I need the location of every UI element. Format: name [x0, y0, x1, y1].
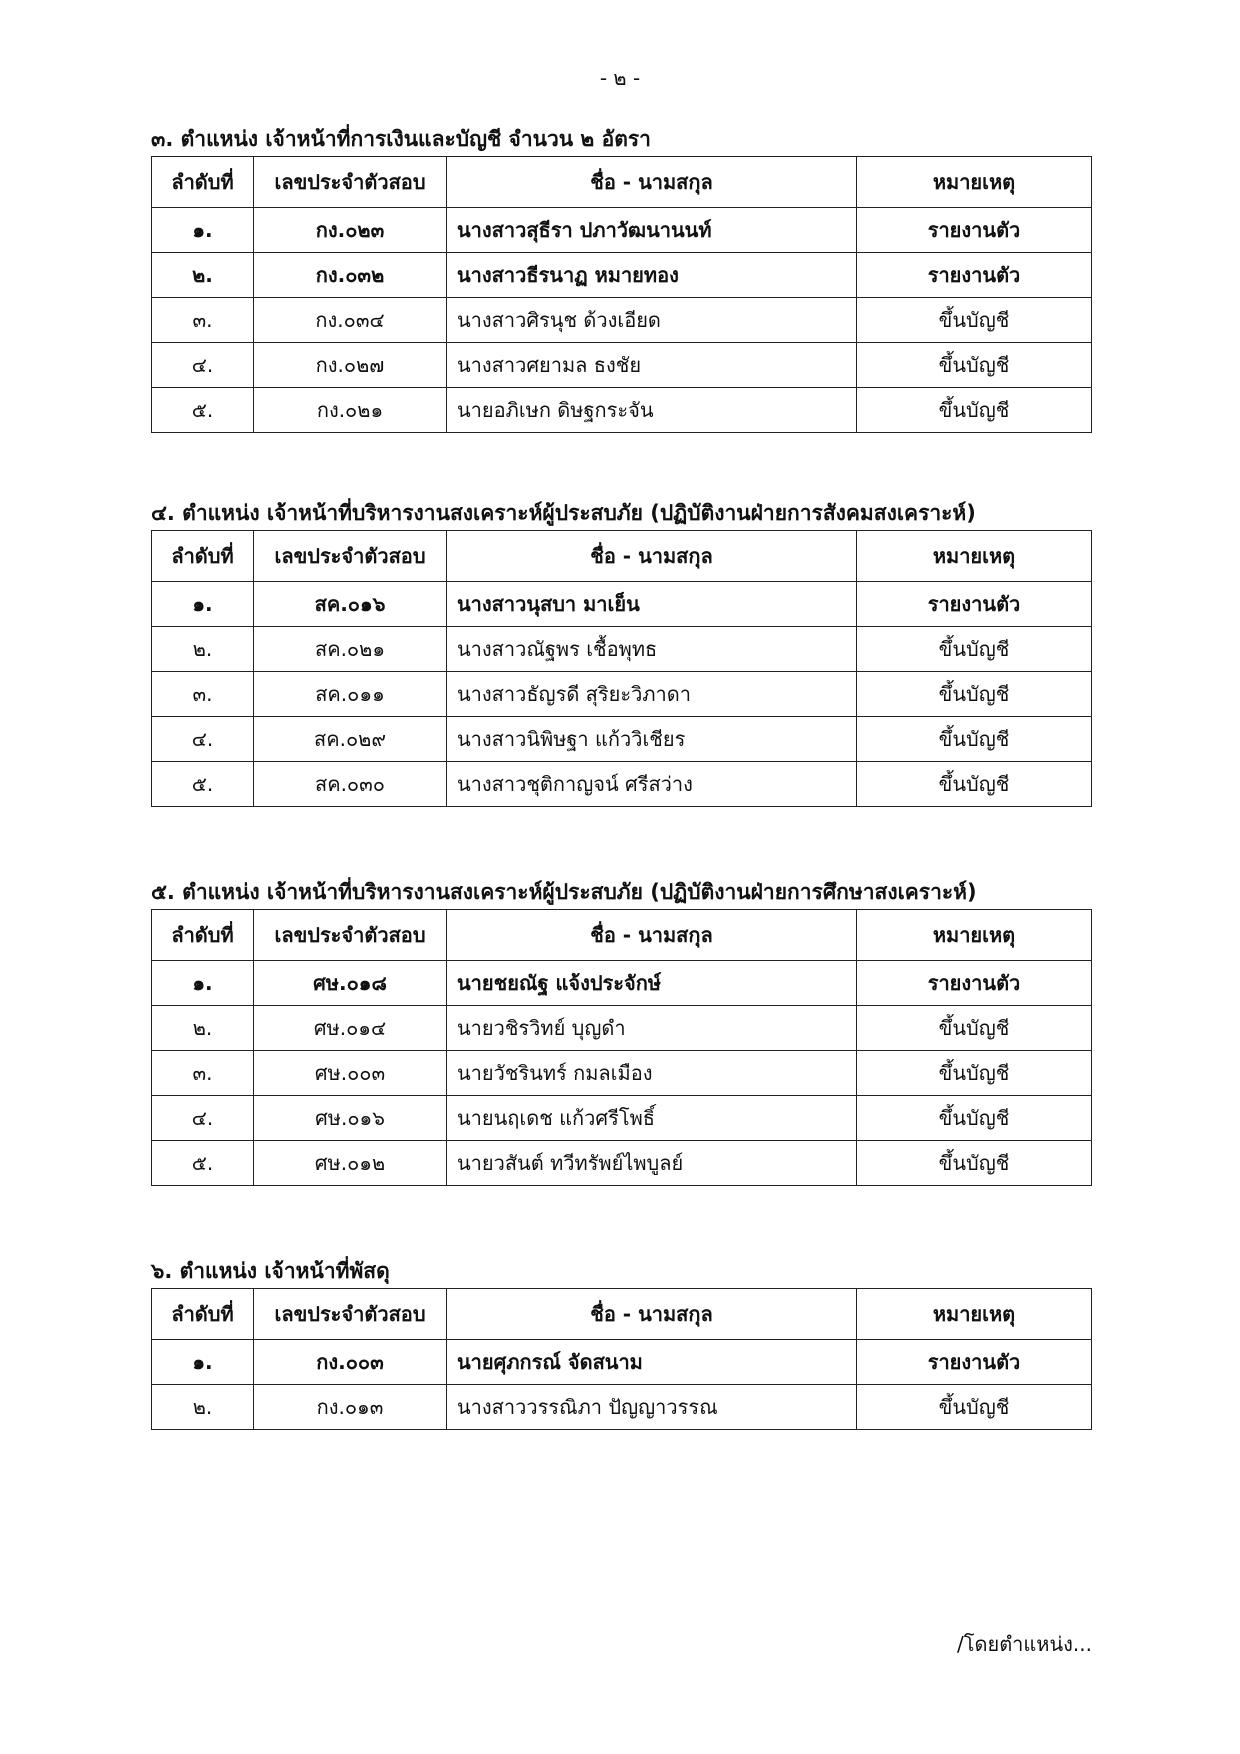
table-row — [152, 762, 1092, 807]
cell-remark: รายงานตัว — [857, 208, 1092, 253]
cell-name: นางสาวธัญรดี สุริยะวิภาดา — [447, 672, 857, 717]
candidate-table — [151, 156, 1092, 433]
cell-exam-id: สค.๐๑๖ — [254, 582, 447, 627]
cell-order: ๓. — [152, 1051, 254, 1096]
header-remark: หมายเหตุ — [857, 157, 1092, 208]
table-row — [152, 1141, 1092, 1186]
cell-order: ๑. — [152, 582, 254, 627]
header-order: ลำดับที่ — [152, 157, 254, 208]
candidate-table — [151, 909, 1092, 1186]
header-name: ชื่อ - นามสกุล — [447, 157, 857, 208]
candidate-table — [151, 1288, 1092, 1430]
cell-remark: ขึ้นบัญชี — [857, 672, 1092, 717]
cell-name: นายศุภกรณ์ จัดสนาม — [447, 1340, 857, 1385]
cell-name: นางสาวชุติกาญจน์ ศรีสว่าง — [447, 762, 857, 807]
cell-remark: รายงานตัว — [857, 1340, 1092, 1385]
header-remark: หมายเหตุ — [857, 1289, 1092, 1340]
cell-name: นายวชิรวิทย์ บุญดำ — [447, 1006, 857, 1051]
table-row — [152, 672, 1092, 717]
cell-name: นางสาวธีรนาฏ หมายทอง — [447, 253, 857, 298]
section-procurement — [151, 1254, 1091, 1430]
header-exam-id: เลขประจำตัวสอบ — [254, 910, 447, 961]
cell-exam-id: กง.๐๓๒ — [254, 253, 447, 298]
cell-name: นางสาวนุสบา มาเย็น — [447, 582, 857, 627]
cell-order: ๒. — [152, 1385, 254, 1430]
cell-exam-id: ศษ.๐๑๖ — [254, 1096, 447, 1141]
section-title: ๓. ตำแหน่ง เจ้าหน้าที่การเงินและบัญชี จำนวน ๒ อัตรา — [151, 127, 651, 151]
cell-name: นายวัชรินทร์ กมลเมือง — [447, 1051, 857, 1096]
continuation-note: /โดยตำแหน่ง... — [957, 1632, 1092, 1656]
cell-order: ๕. — [152, 388, 254, 433]
table-header-row — [152, 157, 1092, 208]
cell-name: นายอภิเษก ดิษฐกระจัน — [447, 388, 857, 433]
cell-name: นางสาวศิรนุช ด้วงเอียด — [447, 298, 857, 343]
table-header-row — [152, 531, 1092, 582]
cell-remark: ขึ้นบัญชี — [857, 1385, 1092, 1430]
cell-exam-id: ศษ.๐๑๔ — [254, 1006, 447, 1051]
cell-order: ๔. — [152, 1096, 254, 1141]
candidate-table — [151, 530, 1092, 807]
table-row — [152, 627, 1092, 672]
header-order: ลำดับที่ — [152, 1289, 254, 1340]
section-title: ๔. ตำแหน่ง เจ้าหน้าที่บริหารงานสงเคราะห์ผู้ประสบภัย (ปฏิบัติงานฝ่ายการสังคมสงเคราะห์) — [151, 501, 976, 525]
section-finance-accounting — [151, 122, 1091, 433]
header-order: ลำดับที่ — [152, 910, 254, 961]
section-social-welfare — [151, 496, 1091, 807]
cell-order: ๑. — [152, 1340, 254, 1385]
cell-order: ๒. — [152, 253, 254, 298]
cell-name: นางสาวณัฐพร เชื้อพุทธ — [447, 627, 857, 672]
header-remark: หมายเหตุ — [857, 910, 1092, 961]
cell-name: นายวสันต์ ทวีทรัพย์ไพบูลย์ — [447, 1141, 857, 1186]
table-row — [152, 1340, 1092, 1385]
header-name: ชื่อ - นามสกุล — [447, 1289, 857, 1340]
cell-name: นายชยณัฐ แจ้งประจักษ์ — [447, 961, 857, 1006]
cell-exam-id: สค.๐๓๐ — [254, 762, 447, 807]
table-row — [152, 582, 1092, 627]
cell-exam-id: สค.๐๒๑ — [254, 627, 447, 672]
cell-remark: ขึ้นบัญชี — [857, 388, 1092, 433]
cell-name: นางสาวนิพิษฐา แก้ววิเชียร — [447, 717, 857, 762]
cell-remark: ขึ้นบัญชี — [857, 298, 1092, 343]
table-row — [152, 1051, 1092, 1096]
table-header-row — [152, 910, 1092, 961]
cell-order: ๔. — [152, 717, 254, 762]
cell-order: ๓. — [152, 298, 254, 343]
table-row — [152, 717, 1092, 762]
table-row — [152, 298, 1092, 343]
cell-exam-id: กง.๐๐๓ — [254, 1340, 447, 1385]
cell-remark: ขึ้นบัญชี — [857, 1006, 1092, 1051]
cell-remark: ขึ้นบัญชี — [857, 627, 1092, 672]
section-education-welfare — [151, 875, 1091, 1186]
cell-remark: รายงานตัว — [857, 253, 1092, 298]
cell-remark: รายงานตัว — [857, 961, 1092, 1006]
cell-exam-id: ศษ.๐๐๓ — [254, 1051, 447, 1096]
header-name: ชื่อ - นามสกุล — [447, 910, 857, 961]
table-row — [152, 208, 1092, 253]
cell-exam-id: กง.๐๒๓ — [254, 208, 447, 253]
section-title: ๖. ตำแหน่ง เจ้าหน้าที่พัสดุ — [151, 1259, 390, 1283]
table-row — [152, 343, 1092, 388]
cell-exam-id: ศษ.๐๑๒ — [254, 1141, 447, 1186]
cell-order: ๑. — [152, 961, 254, 1006]
cell-remark: ขึ้นบัญชี — [857, 762, 1092, 807]
cell-exam-id: กง.๐๑๓ — [254, 1385, 447, 1430]
cell-remark: ขึ้นบัญชี — [857, 1096, 1092, 1141]
table-row — [152, 961, 1092, 1006]
header-exam-id: เลขประจำตัวสอบ — [254, 531, 447, 582]
cell-exam-id: สค.๐๑๑ — [254, 672, 447, 717]
cell-remark: ขึ้นบัญชี — [857, 1051, 1092, 1096]
cell-order: ๕. — [152, 762, 254, 807]
header-remark: หมายเหตุ — [857, 531, 1092, 582]
table-row — [152, 1385, 1092, 1430]
header-exam-id: เลขประจำตัวสอบ — [254, 1289, 447, 1340]
cell-name: นางสาวสุธีรา ปภาวัฒนานนท์ — [447, 208, 857, 253]
cell-remark: ขึ้นบัญชี — [857, 717, 1092, 762]
cell-exam-id: กง.๐๓๔ — [254, 298, 447, 343]
header-name: ชื่อ - นามสกุล — [447, 531, 857, 582]
cell-name: นางสาวศยามล ธงชัย — [447, 343, 857, 388]
cell-exam-id: กง.๐๒๑ — [254, 388, 447, 433]
cell-name: นายนฤเดช แก้วศรีโพธิ์ — [447, 1096, 857, 1141]
cell-order: ๒. — [152, 627, 254, 672]
cell-exam-id: ศษ.๐๑๘ — [254, 961, 447, 1006]
section-title: ๕. ตำแหน่ง เจ้าหน้าที่บริหารงานสงเคราะห์ผู้ประสบภัย (ปฏิบัติงานฝ่ายการศึกษาสงเคราะห์) — [151, 880, 977, 904]
cell-remark: ขึ้นบัญชี — [857, 1141, 1092, 1186]
header-order: ลำดับที่ — [152, 531, 254, 582]
table-row — [152, 388, 1092, 433]
table-header-row — [152, 1289, 1092, 1340]
cell-order: ๑. — [152, 208, 254, 253]
cell-remark: ขึ้นบัญชี — [857, 343, 1092, 388]
cell-order: ๒. — [152, 1006, 254, 1051]
cell-exam-id: กง.๐๒๗ — [254, 343, 447, 388]
cell-exam-id: สค.๐๒๙ — [254, 717, 447, 762]
cell-remark: รายงานตัว — [857, 582, 1092, 627]
table-row — [152, 253, 1092, 298]
cell-order: ๕. — [152, 1141, 254, 1186]
cell-order: ๔. — [152, 343, 254, 388]
table-row — [152, 1096, 1092, 1141]
page-number: - ๒ - — [599, 66, 641, 90]
header-exam-id: เลขประจำตัวสอบ — [254, 157, 447, 208]
cell-order: ๓. — [152, 672, 254, 717]
cell-name: นางสาววรรณิภา ปัญญาวรรณ — [447, 1385, 857, 1430]
table-row — [152, 1006, 1092, 1051]
